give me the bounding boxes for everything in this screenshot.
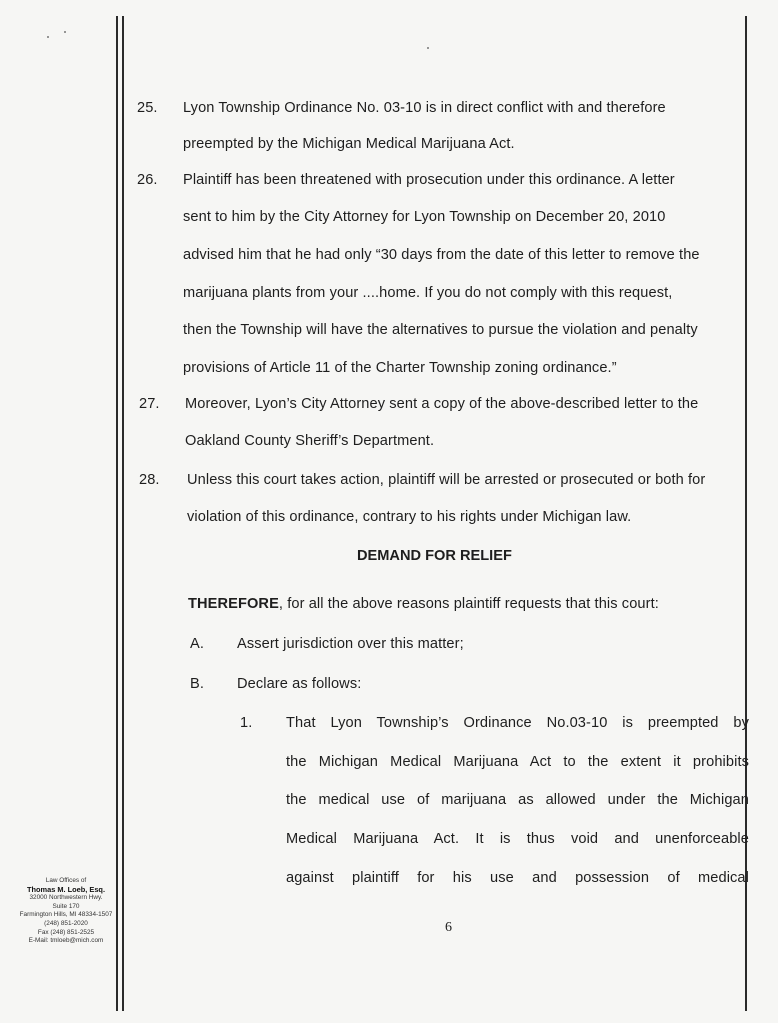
paragraph-line: marijuana plants from your ....home. If you do not comply with this request, — [183, 285, 673, 301]
footer-attorney-name: Thomas M. Loeb, Esq. — [26, 884, 106, 894]
relief-subitem-body — [286, 715, 749, 890]
relief-item-text: Declare as follows: — [237, 676, 362, 692]
paragraph-line: Moreover, Lyon’s City Attorney sent a copy of the above-described letter to the — [185, 396, 699, 412]
footer-address-line: Suite 170 — [52, 902, 80, 910]
subitem-line: Medical Marijuana Act. It is thus void and unenforceable — [286, 831, 749, 847]
footer-city-line: Farmington Hills, MI 48334-1507 — [19, 911, 113, 919]
scan-speck — [47, 36, 49, 38]
paragraph-28 — [139, 472, 744, 532]
paragraph-line: provisions of Article 11 of the Charter Township zoning ordinance.” — [183, 360, 617, 376]
section-heading: DEMAND FOR RELIEF — [357, 548, 512, 564]
paragraph-line: violation of this ordinance, contrary to his rights under Michigan law. — [187, 509, 632, 525]
footer-label: Law Offices of — [45, 877, 87, 884]
paragraph-25 — [137, 100, 742, 160]
subitem-line: the Michigan Medical Marijuana Act to the extent it prohibits — [286, 754, 749, 770]
paragraph-line: Oakland County Sheriff’s Department. — [185, 433, 435, 449]
paragraph-line: Plaintiff has been threatened with prosecution under this ordinance. A letter — [183, 172, 675, 188]
subitem-line: against plaintiff for his use and possession of medical — [286, 870, 749, 886]
paragraph-line: Unless this court takes action, plaintiff will be arrested or prosecuted or both for — [187, 472, 706, 488]
relief-subitem-number: 1. — [240, 715, 253, 731]
paragraph-number: 27. — [139, 396, 160, 412]
left-margin-rule-inner — [122, 16, 124, 1011]
footer-phone: (248) 851-2020 — [44, 919, 88, 927]
subitem-line: That Lyon Township’s Ordinance No.03-10 is preempted by — [286, 715, 749, 731]
paragraph-number: 26. — [137, 172, 158, 188]
footer-fax: Fax (248) 851-2525 — [37, 928, 95, 936]
page-number: 6 — [445, 920, 452, 935]
relief-item-letter: B. — [190, 676, 204, 692]
paragraph-line: preempted by the Michigan Medical Marijuana Act. — [183, 136, 515, 152]
footer-address-line: 32000 Northwestern Hwy. — [29, 894, 103, 902]
relief-subitem-1 — [240, 715, 750, 905]
footer-email: E-Mail: tmloeb@mich.com — [28, 937, 104, 945]
scan-speck — [64, 31, 66, 33]
paragraph-line: then the Township will have the alternatives to pursue the violation and penalty — [183, 322, 698, 338]
relief-item-text: Assert jurisdiction over this matter; — [237, 636, 464, 652]
therefore-keyword: THEREFORE — [188, 596, 279, 612]
relief-item-letter: A. — [190, 636, 204, 652]
paragraph-27 — [139, 396, 742, 456]
left-margin-rule-outer — [116, 16, 118, 1011]
paragraph-26 — [137, 172, 742, 382]
relief-intro-text — [188, 596, 659, 612]
subitem-line: the medical use of marijuana as allowed under the Michigan — [286, 792, 749, 808]
paragraph-line: Lyon Township Ordinance No. 03-10 is in direct conflict with and therefore — [183, 100, 666, 116]
relief-intro-rest: , for all the above reasons plaintiff requests that this court: — [278, 596, 659, 612]
paragraph-line: sent to him by the City Attorney for Lyon Township on December 20, 2010 — [183, 209, 666, 225]
paragraph-number: 25. — [137, 100, 158, 116]
paragraph-number: 28. — [139, 472, 160, 488]
law-office-footer — [10, 877, 122, 946]
paragraph-line: advised him that he had only “30 days from the date of this letter to remove the — [183, 247, 700, 263]
scan-speck — [427, 47, 429, 49]
